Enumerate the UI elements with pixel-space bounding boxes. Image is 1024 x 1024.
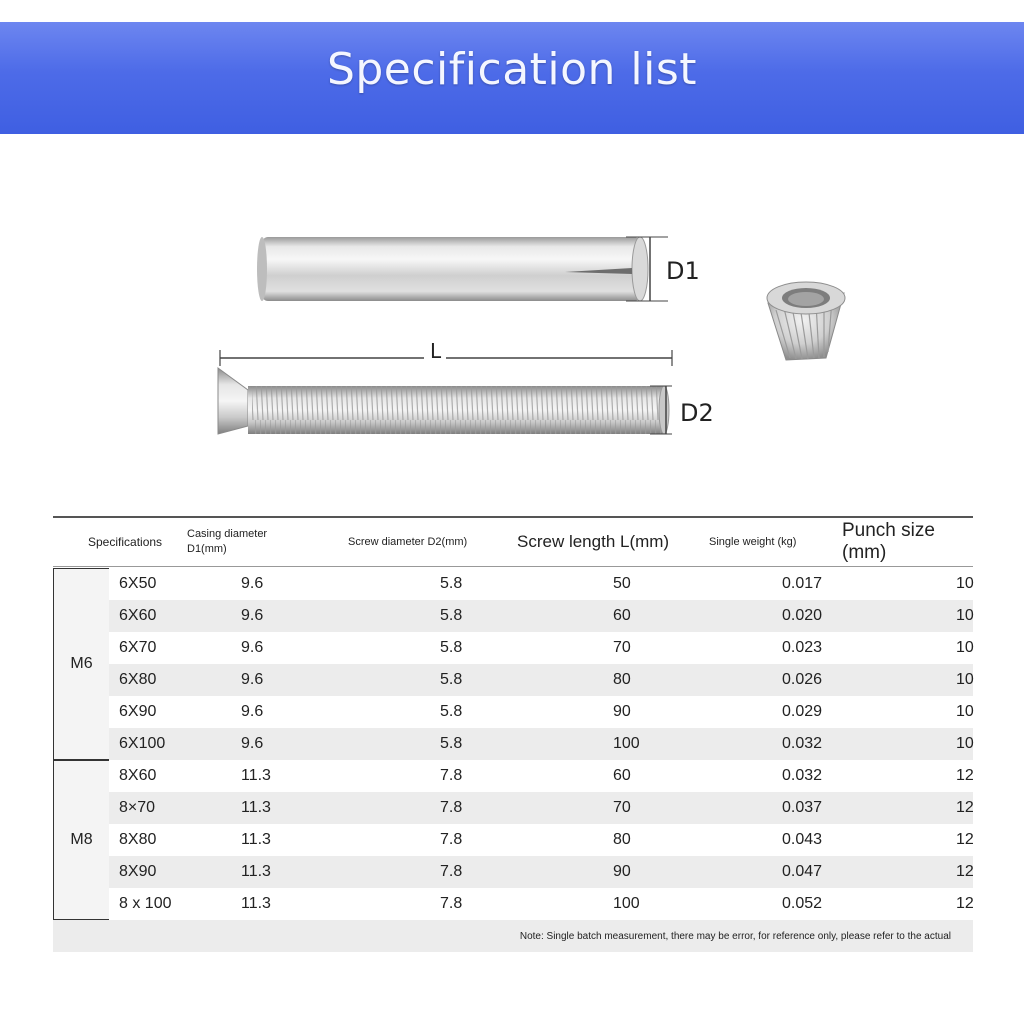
cell-screw-length: 60 xyxy=(613,767,631,784)
countersunk-bolt xyxy=(218,368,669,434)
cell-punch-size: 12 xyxy=(956,831,974,848)
header-punch-size: Punch size (mm) xyxy=(842,520,935,563)
cell-punch-size: 10 xyxy=(956,607,974,624)
d2-label: D2 xyxy=(680,399,714,427)
cell-spec: 6X100 xyxy=(119,735,166,752)
cell-single-weight: 0.047 xyxy=(782,863,823,880)
table-header-rule xyxy=(53,566,973,567)
expansion-sleeve xyxy=(257,237,648,301)
cell-casing-diameter: 11.3 xyxy=(241,863,271,880)
cell-single-weight: 0.032 xyxy=(782,735,823,752)
cell-spec: 6X70 xyxy=(119,639,157,656)
header-casing-line2: D1(mm) xyxy=(187,543,227,555)
cell-punch-size: 10 xyxy=(956,575,974,592)
cell-casing-diameter: 9.6 xyxy=(241,671,264,688)
table-header-row xyxy=(53,518,973,566)
cell-single-weight: 0.017 xyxy=(782,575,823,592)
cell-screw-diameter: 5.8 xyxy=(440,735,463,752)
cell-spec: 8X60 xyxy=(119,767,157,784)
cell-spec: 8X90 xyxy=(119,863,157,880)
cell-screw-diameter: 7.8 xyxy=(440,895,463,912)
d1-label: D1 xyxy=(666,257,700,285)
cell-spec: 6X80 xyxy=(119,671,157,688)
cell-casing-diameter: 9.6 xyxy=(241,735,264,752)
cell-screw-length: 60 xyxy=(613,607,631,624)
table-row xyxy=(109,792,973,824)
cell-screw-diameter: 7.8 xyxy=(440,831,463,848)
cell-screw-diameter: 5.8 xyxy=(440,575,463,592)
product-illustration xyxy=(0,180,1024,480)
cell-single-weight: 0.029 xyxy=(782,703,823,720)
header-screw-length: Screw length L(mm) xyxy=(517,532,670,551)
header-screw-diameter: Screw diameter D2(mm) xyxy=(348,536,468,548)
group-label-box xyxy=(53,568,109,760)
cell-casing-diameter: 9.6 xyxy=(241,639,264,656)
table-row xyxy=(109,728,973,760)
cone-nut xyxy=(767,282,845,360)
cell-casing-diameter: 11.3 xyxy=(241,895,271,912)
cell-screw-length: 100 xyxy=(613,735,640,752)
cell-single-weight: 0.037 xyxy=(782,799,823,816)
cell-screw-length: 70 xyxy=(613,639,631,656)
table-row xyxy=(109,824,973,856)
table-row xyxy=(109,664,973,696)
cell-screw-length: 50 xyxy=(613,575,631,592)
cell-single-weight: 0.032 xyxy=(782,767,823,784)
cell-casing-diameter: 11.3 xyxy=(241,799,271,816)
group-label: M6 xyxy=(70,655,93,672)
cell-punch-size: 12 xyxy=(956,863,974,880)
header-casing-diameter xyxy=(187,518,267,566)
header-single-weight: Single weight (kg) xyxy=(709,536,797,548)
cell-spec: 6X90 xyxy=(119,703,157,720)
cell-casing-diameter: 9.6 xyxy=(241,575,264,592)
group-label-box xyxy=(53,760,109,920)
cell-screw-length: 90 xyxy=(613,863,631,880)
cell-casing-diameter: 11.3 xyxy=(241,831,271,848)
cell-spec: 8 x 100 xyxy=(119,895,172,912)
cell-punch-size: 12 xyxy=(956,767,974,784)
header-banner xyxy=(0,22,1024,134)
cell-spec: 8×70 xyxy=(119,799,156,816)
cell-single-weight: 0.026 xyxy=(782,671,823,688)
cell-spec: 6X60 xyxy=(119,607,157,624)
table-row xyxy=(109,760,973,792)
cell-punch-size: 10 xyxy=(956,735,974,752)
table-row xyxy=(109,600,973,632)
length-dimension xyxy=(220,338,672,366)
length-label: L xyxy=(430,339,442,363)
cell-casing-diameter: 9.6 xyxy=(241,703,264,720)
group-label: M8 xyxy=(70,831,93,848)
table-note: Note: Single batch measurement, there may be error, for reference only, please refer to the actual xyxy=(53,920,973,952)
cell-casing-diameter: 11.3 xyxy=(241,767,271,784)
cell-single-weight: 0.023 xyxy=(782,639,823,656)
table-row xyxy=(109,568,973,600)
table-row xyxy=(109,856,973,888)
cell-casing-diameter: 9.6 xyxy=(241,607,264,624)
cell-screw-length: 70 xyxy=(613,799,631,816)
cell-single-weight: 0.043 xyxy=(782,831,823,848)
cell-screw-diameter: 5.8 xyxy=(440,607,463,624)
cell-punch-size: 10 xyxy=(956,671,974,688)
table-row xyxy=(109,888,973,920)
cell-screw-diameter: 7.8 xyxy=(440,767,463,784)
cell-screw-diameter: 7.8 xyxy=(440,799,463,816)
specification-table xyxy=(53,516,973,952)
cell-screw-diameter: 7.8 xyxy=(440,863,463,880)
cell-screw-diameter: 5.8 xyxy=(440,671,463,688)
cell-screw-length: 80 xyxy=(613,831,631,848)
cell-punch-size: 10 xyxy=(956,639,974,656)
cell-single-weight: 0.020 xyxy=(782,607,823,624)
cell-screw-length: 80 xyxy=(613,671,631,688)
header-specifications: Specifications xyxy=(88,535,163,549)
cell-screw-diameter: 5.8 xyxy=(440,703,463,720)
table-row xyxy=(109,632,973,664)
cell-screw-diameter: 5.8 xyxy=(440,639,463,656)
cell-spec: 8X80 xyxy=(119,831,157,848)
cell-punch-size: 12 xyxy=(956,895,974,912)
cell-punch-size: 12 xyxy=(956,799,974,816)
cell-punch-size: 10 xyxy=(956,703,974,720)
cell-single-weight: 0.052 xyxy=(782,895,823,912)
page-title: Specification list xyxy=(326,43,698,95)
cell-spec: 6X50 xyxy=(119,575,157,592)
cell-screw-length: 90 xyxy=(613,703,631,720)
header-casing-line1: Casing diameter xyxy=(187,528,268,540)
cell-screw-length: 100 xyxy=(613,895,640,912)
table-row xyxy=(109,696,973,728)
